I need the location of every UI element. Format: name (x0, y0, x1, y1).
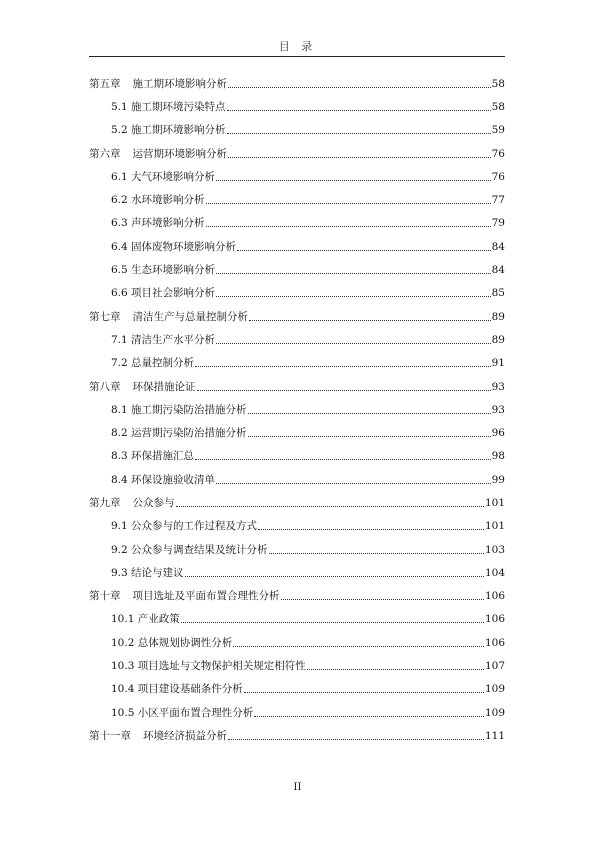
toc-entry-label (111, 264, 215, 276)
footer-page-number: II (293, 782, 302, 793)
toc-entry-label (89, 381, 196, 393)
toc-section-entry[interactable] (89, 631, 505, 654)
toc-entry-title: 环保设施验收清单 (131, 473, 216, 486)
toc-dot-leader (228, 156, 491, 158)
toc-entry-label (111, 404, 247, 416)
toc-page-number: 99 (491, 473, 505, 486)
toc-page-number: 101 (484, 520, 505, 533)
toc-chapter-entry[interactable] (89, 724, 505, 747)
toc-entry-label (111, 241, 236, 253)
toc-entry-title: 声环境影响分析 (131, 217, 205, 230)
toc-section-entry[interactable] (89, 701, 505, 724)
toc-section-entry[interactable] (89, 468, 505, 491)
toc-entry-title: 环保措施汇总 (131, 450, 195, 463)
toc-dot-leader (248, 435, 491, 437)
toc-entry-number: 9.3 (111, 566, 128, 579)
toc-entry-title: 施工期环境污染特点 (131, 100, 226, 113)
toc-section-entry[interactable] (89, 678, 505, 701)
toc-section-entry[interactable] (89, 212, 505, 235)
toc-entry-label (89, 148, 227, 160)
toc-entry-label (111, 544, 268, 556)
toc-entry-title: 清洁生产水平分析 (131, 333, 216, 346)
toc-dot-leader (216, 179, 491, 181)
toc-entry-label (89, 730, 227, 742)
toc-entry-title: 固体废物环境影响分析 (131, 240, 237, 253)
toc-section-entry[interactable] (89, 328, 505, 351)
toc-entry-number: 第六章 (89, 147, 121, 160)
toc-entry-number: 6.1 (111, 170, 128, 183)
toc-entry-number: 10.3 (111, 660, 135, 673)
header-rule (89, 56, 505, 57)
toc-dot-leader (227, 132, 491, 134)
toc-entry-number: 8.1 (111, 403, 128, 416)
toc-dot-leader (281, 598, 484, 600)
toc-page-number: 85 (491, 287, 505, 300)
toc-entry-number: 9.2 (111, 543, 128, 556)
toc-dot-leader (254, 715, 484, 717)
toc-entry-label (89, 497, 175, 509)
toc-entry-number: 6.5 (111, 264, 128, 277)
toc-entry-label (111, 101, 226, 113)
toc-entry-number: 第十一章 (89, 729, 131, 742)
toc-entry-title: 施工期环境影响分析 (132, 77, 227, 90)
toc-page-number: 109 (484, 706, 505, 719)
toc-section-entry[interactable] (89, 538, 505, 561)
toc-section-entry[interactable] (89, 258, 505, 281)
toc-entry-title: 水环境影响分析 (131, 194, 205, 207)
toc-page-number: 76 (491, 147, 505, 160)
toc-section-entry[interactable] (89, 654, 505, 677)
toc-page-number: 106 (484, 590, 505, 603)
toc-chapter-entry[interactable] (89, 491, 505, 514)
toc-section-entry[interactable] (89, 608, 505, 631)
toc-entry-title: 公众参与的工作过程及方式 (131, 520, 258, 533)
toc-page-number: 58 (491, 100, 505, 113)
toc-entry-label (111, 287, 215, 299)
toc-page-number: 58 (491, 77, 505, 90)
toc-entry-label (111, 707, 253, 719)
toc-section-entry[interactable] (89, 515, 505, 538)
toc-entry-number: 8.2 (111, 427, 128, 440)
toc-entry-label (111, 567, 184, 579)
toc-entry-label (111, 520, 257, 532)
toc-entry-number: 6.3 (111, 217, 128, 230)
toc-section-entry[interactable] (89, 561, 505, 584)
toc-dot-leader (176, 505, 484, 507)
toc-entry-number: 第五章 (89, 77, 121, 90)
toc-section-entry[interactable] (89, 235, 505, 258)
toc-page-number: 59 (491, 124, 505, 137)
toc-dot-leader (249, 319, 491, 321)
toc-entry-number: 9.1 (111, 520, 128, 533)
toc-section-entry[interactable] (89, 188, 505, 211)
toc-entry-number: 第七章 (89, 310, 121, 323)
toc-entry-number: 7.1 (111, 333, 128, 346)
toc-section-entry[interactable] (89, 398, 505, 421)
toc-page-number: 98 (491, 450, 505, 463)
toc-entry-number: 6.2 (111, 194, 128, 207)
toc-dot-leader (216, 295, 491, 297)
toc-dot-leader (269, 552, 484, 554)
toc-dot-leader (216, 482, 491, 484)
toc-section-entry[interactable] (89, 445, 505, 468)
toc-entry-title: 小区平面布置合理性分析 (137, 706, 254, 719)
toc-dot-leader (228, 86, 491, 88)
toc-page-number: 89 (491, 310, 505, 323)
toc-chapter-entry[interactable] (89, 375, 505, 398)
toc-chapter-entry[interactable] (89, 142, 505, 165)
toc-entry-number: 10.2 (111, 636, 135, 649)
toc-entry-number: 第十章 (89, 590, 121, 603)
toc-entry-title: 公众参与 (132, 496, 175, 509)
toc-entry-title: 产业政策 (137, 613, 180, 626)
toc-entry-number: 6.6 (111, 287, 128, 300)
toc-page-number: 106 (484, 613, 505, 626)
toc-entry-number: 10.5 (111, 706, 135, 719)
toc-entry-title: 项目选址及平面布置合理性分析 (132, 590, 280, 603)
toc-entry-label (111, 683, 243, 695)
toc-dot-leader (206, 225, 491, 227)
toc-entry-label (111, 217, 205, 229)
toc-dot-leader (181, 621, 484, 623)
page-header-title: 目 录 (278, 40, 317, 53)
toc-entry-title: 环境经济损益分析 (143, 729, 227, 742)
toc-dot-leader (195, 365, 491, 367)
toc-chapter-entry[interactable] (89, 72, 505, 95)
toc-entry-title: 环保措施论证 (132, 380, 196, 393)
toc-entry-label (111, 334, 215, 346)
toc-dot-leader (228, 738, 484, 740)
toc-entry-title: 大气环境影响分析 (131, 170, 216, 183)
toc-entry-label (111, 124, 226, 136)
toc-dot-leader (233, 645, 484, 647)
toc-entry-title: 运营期环境影响分析 (132, 147, 227, 160)
toc-section-entry[interactable] (89, 421, 505, 444)
toc-dot-leader (216, 272, 491, 274)
toc-entry-label (111, 171, 215, 183)
toc-entry-number: 6.4 (111, 240, 128, 253)
table-of-contents (89, 72, 505, 748)
toc-dot-leader (244, 691, 484, 693)
toc-entry-number: 5.2 (111, 124, 128, 137)
toc-page-number: 106 (484, 636, 505, 649)
toc-page-number: 84 (491, 264, 505, 277)
toc-entry-title: 施工期环境影响分析 (131, 124, 226, 137)
toc-entry-title: 项目建设基础条件分析 (137, 683, 243, 696)
toc-page-number: 101 (484, 496, 505, 509)
toc-page-number: 109 (484, 683, 505, 696)
toc-entry-title: 项目社会影响分析 (131, 287, 216, 300)
toc-dot-leader (307, 668, 484, 670)
toc-dot-leader (227, 109, 491, 111)
toc-page-number: 89 (491, 333, 505, 346)
toc-section-entry[interactable] (89, 352, 505, 375)
toc-chapter-entry[interactable] (89, 305, 505, 328)
toc-dot-leader (216, 342, 491, 344)
toc-page-number: 93 (491, 403, 505, 416)
toc-entry-number: 7.2 (111, 357, 128, 370)
toc-dot-leader (258, 528, 484, 530)
toc-page-number: 107 (484, 660, 505, 673)
toc-dot-leader (248, 412, 491, 414)
toc-entry-label (89, 311, 248, 323)
toc-entry-title: 施工期污染防治措施分析 (131, 403, 247, 416)
toc-entry-title: 总量控制分析 (131, 357, 195, 370)
toc-section-entry[interactable] (89, 119, 505, 142)
toc-page-number: 103 (484, 543, 505, 556)
toc-entry-label (89, 590, 280, 602)
toc-entry-title: 公众参与调查结果及统计分析 (131, 543, 268, 556)
toc-dot-leader (237, 249, 491, 251)
toc-entry-label (111, 637, 232, 649)
toc-dot-leader (185, 575, 484, 577)
toc-page-number: 104 (484, 566, 505, 579)
toc-entry-label (111, 474, 215, 486)
toc-entry-number: 5.1 (111, 100, 128, 113)
toc-chapter-entry[interactable] (89, 585, 505, 608)
toc-entry-number: 10.4 (111, 683, 135, 696)
toc-entry-number: 10.1 (111, 613, 135, 626)
toc-entry-title: 项目选址与文物保护相关规定相符性 (137, 660, 306, 673)
toc-page-number: 76 (491, 170, 505, 183)
toc-entry-number: 8.4 (111, 473, 128, 486)
toc-entry-title: 清洁生产与总量控制分析 (132, 310, 248, 323)
toc-entry-number: 第九章 (89, 496, 121, 509)
toc-entry-label (111, 613, 180, 625)
toc-entry-number: 8.3 (111, 450, 128, 463)
toc-entry-label (111, 357, 194, 369)
toc-entry-label (111, 194, 205, 206)
toc-entry-title: 结论与建议 (131, 566, 184, 579)
toc-page-number: 96 (491, 427, 505, 440)
toc-entry-title: 生态环境影响分析 (131, 264, 216, 277)
toc-section-entry[interactable] (89, 165, 505, 188)
toc-entry-label (89, 78, 227, 90)
toc-page-number: 93 (491, 380, 505, 393)
toc-section-entry[interactable] (89, 282, 505, 305)
toc-section-entry[interactable] (89, 95, 505, 118)
toc-entry-label (111, 450, 194, 462)
toc-dot-leader (195, 458, 491, 460)
toc-entry-title: 总体规划协调性分析 (137, 636, 233, 649)
toc-page-number: 79 (491, 217, 505, 230)
toc-entry-title: 运营期污染防治措施分析 (131, 427, 247, 440)
toc-page-number: 84 (491, 240, 505, 253)
toc-dot-leader (206, 202, 491, 204)
toc-page-number: 77 (491, 194, 505, 207)
toc-dot-leader (197, 389, 491, 391)
toc-entry-number: 第八章 (89, 380, 121, 393)
toc-entry-label (111, 427, 247, 439)
toc-entry-label (111, 660, 306, 672)
toc-page-number: 111 (484, 729, 505, 742)
toc-page-number: 91 (491, 357, 505, 370)
